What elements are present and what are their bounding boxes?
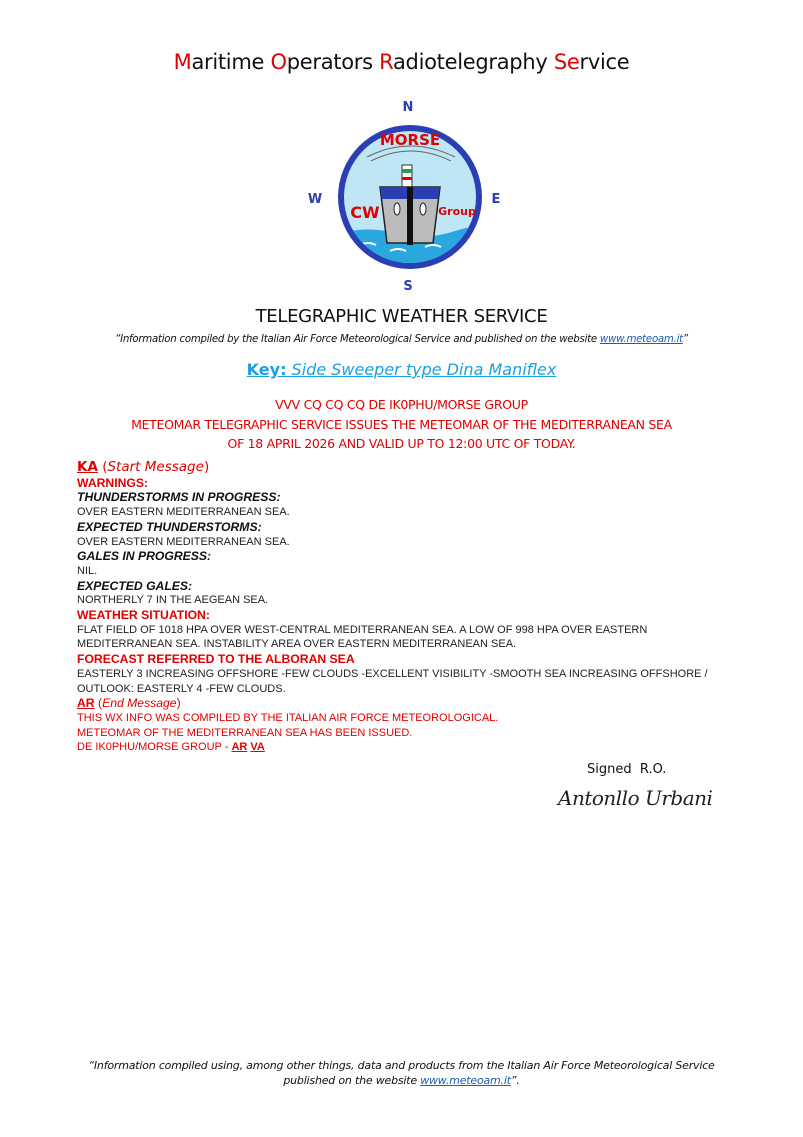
section-label: EXPECTED GALES: [77, 578, 193, 593]
signoff-va: VA [250, 741, 265, 754]
svg-text:N: N [402, 100, 414, 115]
warnings-title: WARNINGS: [77, 475, 149, 490]
closing-line: THIS WX INFO WAS COMPILED BY THE ITALIAN AIR FORCE METEOROLOGICAL. [77, 711, 499, 724]
svg-text:W: W [307, 192, 323, 207]
footer-note [0, 1058, 803, 1088]
forecast-title: FORECAST REFERRED TO THE ALBORAN SEA [77, 652, 355, 667]
key-value: Side Sweeper type Dina Maniflex [286, 360, 557, 379]
section-text: NIL. [77, 564, 98, 577]
section-text: NORTHERLY 7 IN THE AEGEAN SEA. [77, 594, 269, 607]
key-line[interactable] [0, 360, 803, 379]
situation-title: WEATHER SITUATION: [77, 608, 210, 623]
title-initial: R [379, 50, 393, 74]
end-code: AR [77, 696, 95, 711]
signature: Antonllo Urbani [558, 786, 713, 810]
morse-group-logo [305, 95, 505, 295]
start-message: KA (Start Message) [77, 459, 210, 475]
section-text: OVER EASTERN MEDITERRANEAN SEA. [77, 506, 290, 519]
source-note [0, 334, 803, 345]
signed-label: Signed R.O. [587, 762, 667, 777]
svg-text:S: S [403, 279, 413, 294]
footer-quote: ”. [510, 1074, 520, 1087]
footer-line-2 [0, 1073, 803, 1088]
section-text: OVER EASTERN MEDITERRANEAN SEA. [77, 535, 290, 548]
situation-text: FLAT FIELD OF 1018 HPA OVER WEST-CENTRAL MEDITERRANEAN SEA. A LOW OF 998 HPA OVER EASTERN MEDITERRANEAN SEA. INSTABILITY AREA OVER EASTERN MEDITERRANEAN SEA. [77, 623, 648, 651]
svg-text:E: E [491, 192, 501, 207]
title-initial: Se [553, 50, 580, 74]
meteomar-message [77, 460, 737, 755]
section-label: GALES IN PROGRESS: [77, 549, 212, 564]
service-title: TELEGRAPHIC WEATHER SERVICE [255, 306, 548, 327]
section-label: EXPECTED THUNDERSTORMS: [77, 519, 262, 534]
source-note-quote: ” [682, 334, 688, 345]
call-line: VVV CQ CQ CQ DE IK0PHU/MORSE GROUP [275, 397, 528, 412]
source-note-text: “Information compiled by the Italian Air Force Meteorological Service and published on the website [115, 334, 600, 345]
footer-meteoam-link[interactable]: www.meteoam.it [420, 1074, 511, 1087]
title-initial: O [270, 50, 287, 74]
valid-line: OF 18 APRIL 2026 AND VALID UP TO 12:00 UTC OF TODAY. [227, 436, 576, 451]
start-label: Start Message [107, 459, 204, 475]
svg-text:CW: CW [350, 203, 380, 222]
section-label: THUNDERSTORMS IN PROGRESS: [77, 490, 281, 505]
key-label: Key: [246, 360, 287, 379]
footer-text: published on the website [283, 1074, 421, 1087]
svg-text:Group: Group [438, 205, 476, 218]
signoff-text: DE IK0PHU/MORSE GROUP - [77, 741, 232, 754]
title-word: adiotelegraphy [392, 50, 554, 74]
bulletin-heading [0, 395, 803, 454]
title-word: perators [286, 50, 380, 74]
meteoam-link[interactable]: www.meteoam.it [599, 334, 683, 345]
footer-line: “Information compiled using, among other things, data and products from the Italian Air Force Meteorological Service [88, 1059, 715, 1072]
issue-line: METEOMAR TELEGRAPHIC SERVICE ISSUES THE METEOMAR OF THE MEDITERRANEAN SEA [131, 416, 672, 432]
title-word: aritime [191, 50, 271, 74]
page-title [0, 50, 803, 74]
end-message: AR (End Message) [77, 696, 181, 711]
closing-signoff [77, 740, 737, 755]
closing-line: METEOMAR OF THE MEDITERRANEAN SEA HAS BEEN ISSUED. [77, 726, 413, 739]
title-word: rvice [579, 50, 630, 74]
forecast-text: EASTERLY 3 INCREASING OFFSHORE -FEW CLOUDS -EXCELLENT VISIBILITY -SMOOTH SEA INCREASING OFFSHORE / OUTLOOK: EASTERLY 4 -FEW CLOUDS. [77, 667, 708, 695]
signoff-ar: AR [231, 741, 248, 754]
end-label: End Message [102, 696, 177, 711]
title-initial: M [173, 50, 192, 74]
ship-compass-icon [305, 95, 505, 295]
svg-text:MORSE: MORSE [379, 131, 441, 149]
start-code: KA [77, 459, 98, 475]
